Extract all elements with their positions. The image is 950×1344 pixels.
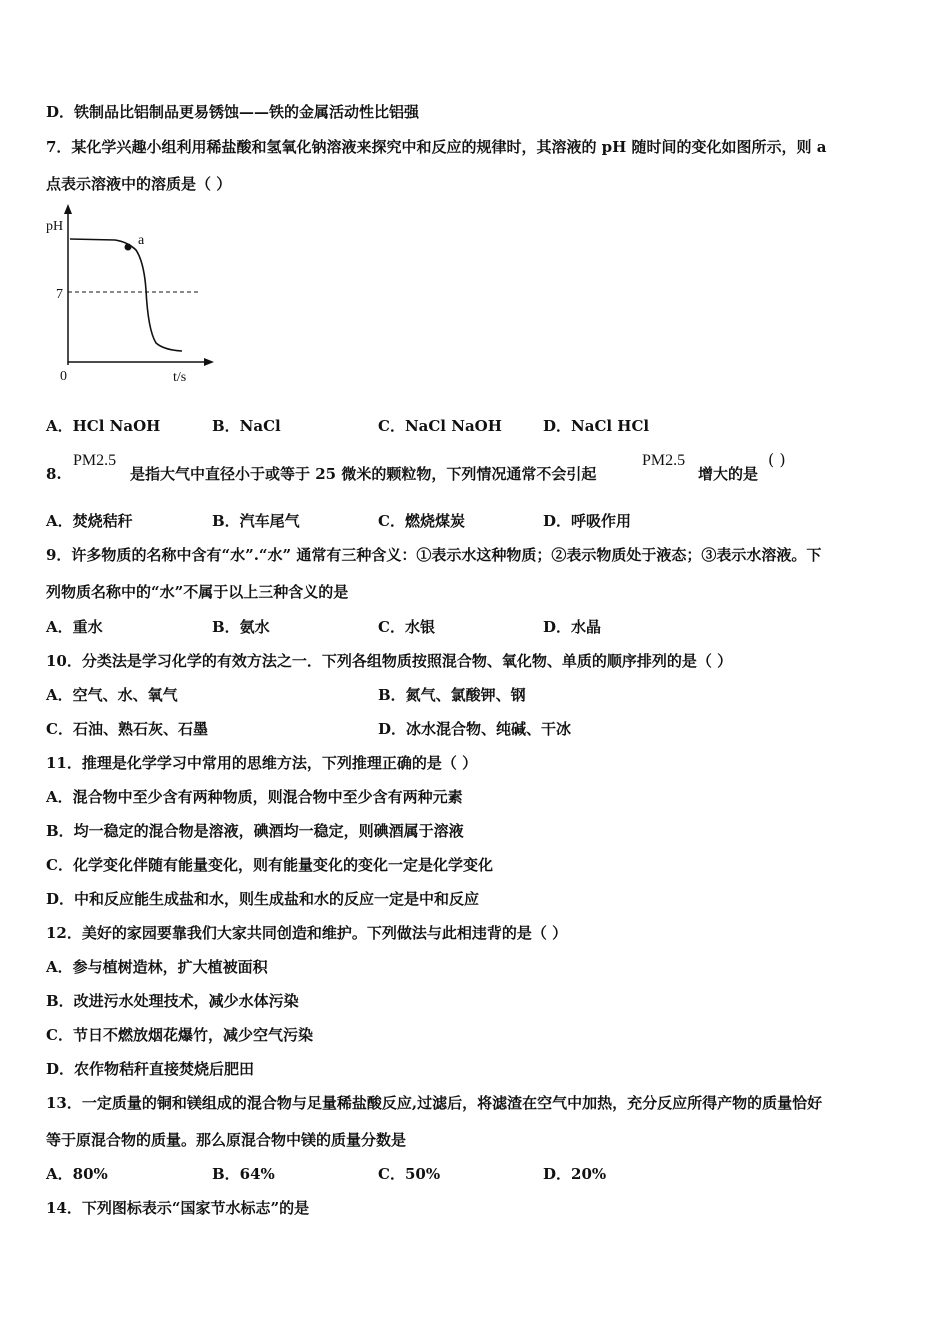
- q9-option-c: C．水银: [378, 618, 435, 636]
- q8-option-b: B．汽车尾气: [212, 512, 300, 530]
- graph-xlabel: t/s: [173, 370, 187, 385]
- q11-stem: 11．推理是化学学习中常用的思维方法，下列推理正确的是（ ）: [46, 754, 478, 772]
- point-a: [125, 244, 132, 251]
- q11-option-b: B．均一稳定的混合物是溶液，碘酒均一稳定，则碘酒属于溶液: [46, 822, 464, 840]
- q11-option-c: C．化学变化伴随有能量变化，则有能量变化的变化一定是化学变化: [46, 856, 493, 874]
- q13-option-b: B．64%: [212, 1165, 275, 1183]
- q8-text-2: 增大的是: [698, 465, 759, 483]
- x-axis-arrow: [204, 358, 214, 366]
- q10-option-d: D．冰水混合物、纯碱、干冰: [378, 720, 572, 738]
- graph-point-label: a: [138, 233, 145, 248]
- q12-option-b: B．改进污水处理技术，减少水体污染: [46, 992, 299, 1010]
- y-axis-arrow: [64, 204, 72, 214]
- q8-text-1: 是指大气中直径小于或等于 25 微米的颗粒物，下列情况通常不会引起: [130, 465, 597, 483]
- q6-option-d: D．铁制品比铝制品更易锈蚀——铁的金属活动性比铝强: [46, 103, 420, 121]
- q7-stem-line1: 7．某化学兴趣小组利用稀盐酸和氢氧化钠溶液来探究中和反应的规律时，其溶液的 pH 随时间的变化如图所示，则 a: [46, 138, 827, 156]
- q9-option-d: D．水晶: [543, 618, 602, 636]
- ph-curve: [70, 239, 182, 351]
- q9-option-a: A．重水: [46, 618, 103, 636]
- q7-option-a: A．HCl NaOH: [46, 417, 161, 435]
- q12-option-c: C．节日不燃放烟花爆竹，减少空气污染: [46, 1026, 313, 1044]
- ph-time-graph: [40, 200, 230, 390]
- q13-stem-line2: 等于原混合物的质量。那么原混合物中镁的质量分数是: [46, 1131, 407, 1149]
- q7-option-c: C．NaCl NaOH: [378, 417, 502, 435]
- graph-ylabel: pH: [46, 219, 64, 234]
- q13-option-d: D．20%: [543, 1165, 607, 1183]
- graph-seven-label: 7: [56, 287, 63, 302]
- q9-option-b: B．氨水: [212, 618, 270, 636]
- q8-option-d: D．呼吸作用: [543, 512, 632, 530]
- q12-option-d: D．农作物秸秆直接焚烧后肥田: [46, 1060, 255, 1078]
- q7-option-d: D．NaCl HCl: [543, 417, 650, 435]
- q10-stem: 10．分类法是学习化学的有效方法之一．下列各组物质按照混合物、氧化物、单质的顺序排列的是（ ）: [46, 652, 733, 670]
- q8-number: 8.: [46, 465, 62, 483]
- q8-answer-paren: ( ): [768, 450, 786, 469]
- q12-option-a: A．参与植树造林，扩大植被面积: [46, 958, 268, 976]
- graph-origin-label: 0: [60, 369, 67, 384]
- q7-option-b: B．NaCl: [212, 417, 281, 435]
- q8-pm25-term-2: PM2.5: [642, 452, 686, 469]
- q9-stem-line2: 列物质名称中的“水”不属于以上三种含义的是: [46, 583, 349, 601]
- q13-option-c: C．50%: [378, 1165, 441, 1183]
- q13-option-a: A．80%: [46, 1165, 108, 1183]
- q14-stem: 14．下列图标表示“国家节水标志”的是: [46, 1199, 310, 1217]
- q8-pm25-term-1: PM2.5: [73, 452, 117, 469]
- q8-option-c: C．燃烧煤炭: [378, 512, 465, 530]
- q10-option-b: B．氮气、氯酸钾、钢: [378, 686, 526, 704]
- q8-option-a: A．焚烧秸秆: [46, 512, 133, 530]
- q13-stem-line1: 13．一定质量的铜和镁组成的混合物与足量稀盐酸反应,过滤后，将滤渣在空气中加热，充分反应所得产物的质量恰好: [46, 1094, 823, 1112]
- q9-stem-line1: 9．许多物质的名称中含有“水”.“水” 通常有三种含义：①表示水这种物质；②表示物质处于液态；③表示水溶液。下: [46, 546, 822, 564]
- q10-option-c: C．石油、熟石灰、石墨: [46, 720, 208, 738]
- q11-option-a: A．混合物中至少含有两种物质，则混合物中至少含有两种元素: [46, 788, 463, 806]
- q7-stem-line2: 点表示溶液中的溶质是（ ）: [46, 175, 232, 193]
- q12-stem: 12．美好的家园要靠我们大家共同创造和维护。下列做法与此相违背的是（ ）: [46, 924, 568, 942]
- q10-option-a: A．空气、水、氧气: [46, 686, 178, 704]
- q11-option-d: D．中和反应能生成盐和水，则生成盐和水的反应一定是中和反应: [46, 890, 480, 908]
